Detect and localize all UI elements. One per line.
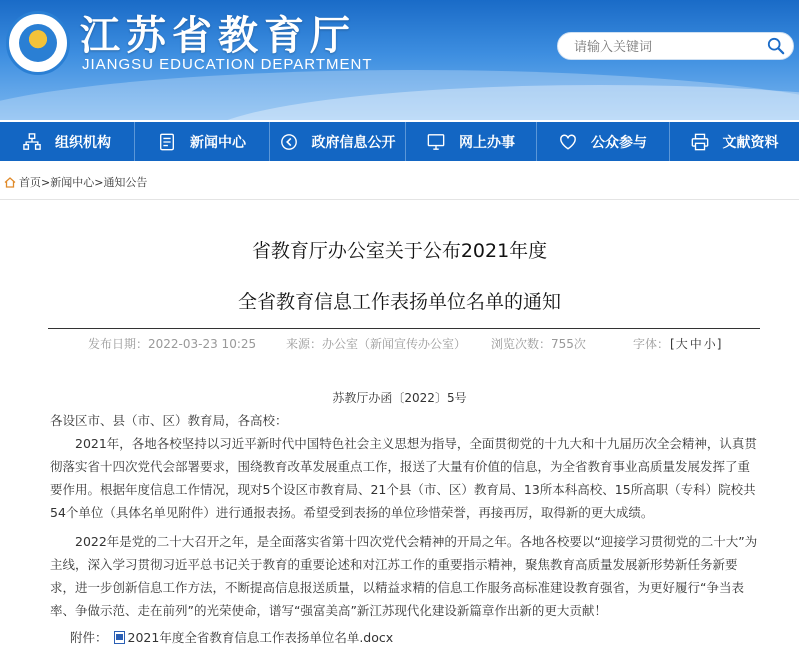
nav-label: 公众参与 — [591, 134, 647, 151]
nav-label: 组织机构 — [55, 134, 111, 151]
article-source: 来源：办公室（新闻宣传办公室） — [286, 337, 467, 351]
breadcrumb-news[interactable]: 新闻中心 — [50, 176, 95, 189]
search-input[interactable] — [572, 37, 766, 57]
attachment-label: 附件： — [70, 630, 108, 645]
article-title-line1: 省教育厅办公室关于公布2021年度 — [251, 240, 548, 262]
article-meta — [48, 328, 760, 351]
document-number: 苏教厅办函〔2022〕5号 — [332, 391, 467, 405]
main-nav — [0, 122, 799, 161]
breadcrumb — [4, 174, 147, 190]
document-icon — [158, 133, 176, 151]
breadcrumb-notice[interactable]: 通知公告 — [103, 176, 148, 189]
nav-label: 新闻中心 — [190, 134, 246, 151]
nav-item-online-services[interactable] — [406, 122, 537, 161]
search-icon[interactable] — [767, 37, 785, 55]
paragraph-1: 2021年，各地各校坚持以习近平新时代中国特色社会主义思想为指导，全面贯彻党的十九大和十九届历次全会精神，认真贯彻落实省十四次党代会部署要求，围绕教育改革发展重点工作，报送了大量有价值的信息，为全省教育事业高质量发展发挥了重要作用。根据年度信息工作情况，现对5个设区市教育局、21个县（市、区）教育局、13所本科高校、15所高职（专科）院校共54个单位（具体名单见附件）进行通报表扬。希望受到表扬的单位珍惜荣誉，再接再厉，取得新的更大成绩。 — [50, 436, 757, 520]
font-size-large[interactable]: 大 — [675, 337, 688, 351]
search-box[interactable] — [557, 32, 794, 60]
nav-item-organization[interactable] — [0, 122, 135, 161]
site-header — [0, 0, 799, 120]
monitor-icon — [427, 133, 445, 151]
breadcrumb-separator: > — [41, 175, 51, 189]
nav-item-news[interactable] — [135, 122, 270, 161]
view-count: 浏览次数：755次 — [491, 337, 586, 351]
site-title[interactable]: 江苏省教育厅 — [80, 13, 356, 59]
nav-label: 政府信息公开 — [311, 134, 396, 151]
font-size-small[interactable]: 小 — [703, 337, 716, 351]
word-file-icon — [114, 631, 125, 644]
paragraph-2: 2022年是党的二十大召开之年，是全面落实省第十四次党代会精神的开局之年。各地各校要以“迎接学习贯彻党的二十大”为主线，深入学习贯彻习近平总书记关于教育的重要论述和对江苏工作的重要指示精神，聚焦教育高质量发展新形势新任务新要求，进一步创新信息工作方法，不断提高信息报送质量，以精益求精的信息工作服务高标准建设教育强省，为更好履行“争当表率、争做示范、走在前列”的光荣使命，谱写“强富美高”新江苏现代化建设新篇章作出新的更大贡献！ — [50, 534, 758, 618]
home-icon — [4, 177, 16, 188]
nav-label: 文献资料 — [722, 134, 779, 151]
heart-icon — [559, 133, 577, 151]
nav-label: 网上办事 — [459, 134, 515, 151]
font-size-label: 字体： — [633, 337, 670, 351]
nav-item-public-participation[interactable] — [537, 122, 670, 161]
site-subtitle: JIANGSU EDUCATION DEPARTMENT — [82, 56, 373, 73]
department-logo[interactable] — [6, 11, 70, 75]
breadcrumb-home[interactable]: 首页 — [19, 176, 41, 189]
nav-item-gov-info[interactable] — [270, 122, 406, 161]
breadcrumb-separator: > — [94, 175, 104, 189]
info-disclosure-icon — [280, 133, 298, 151]
article-title-line2: 全省教育信息工作表扬单位名单的通知 — [237, 291, 561, 313]
printer-icon — [691, 133, 709, 151]
font-size-medium[interactable]: 中 — [689, 337, 702, 351]
salutation: 各设区市、县（市、区）教育局，各高校： — [50, 413, 288, 428]
nav-item-documents[interactable] — [670, 122, 799, 161]
attachment-link[interactable]: 2021年度全省教育信息工作表扬单位名单.docx — [127, 630, 394, 645]
font-size-controls: [大 中 小] — [670, 337, 722, 351]
article — [0, 199, 799, 649]
publish-date: 发布日期：2022-03-23 10:25 — [88, 337, 257, 351]
attachment — [70, 628, 393, 646]
org-chart-icon — [23, 133, 41, 151]
